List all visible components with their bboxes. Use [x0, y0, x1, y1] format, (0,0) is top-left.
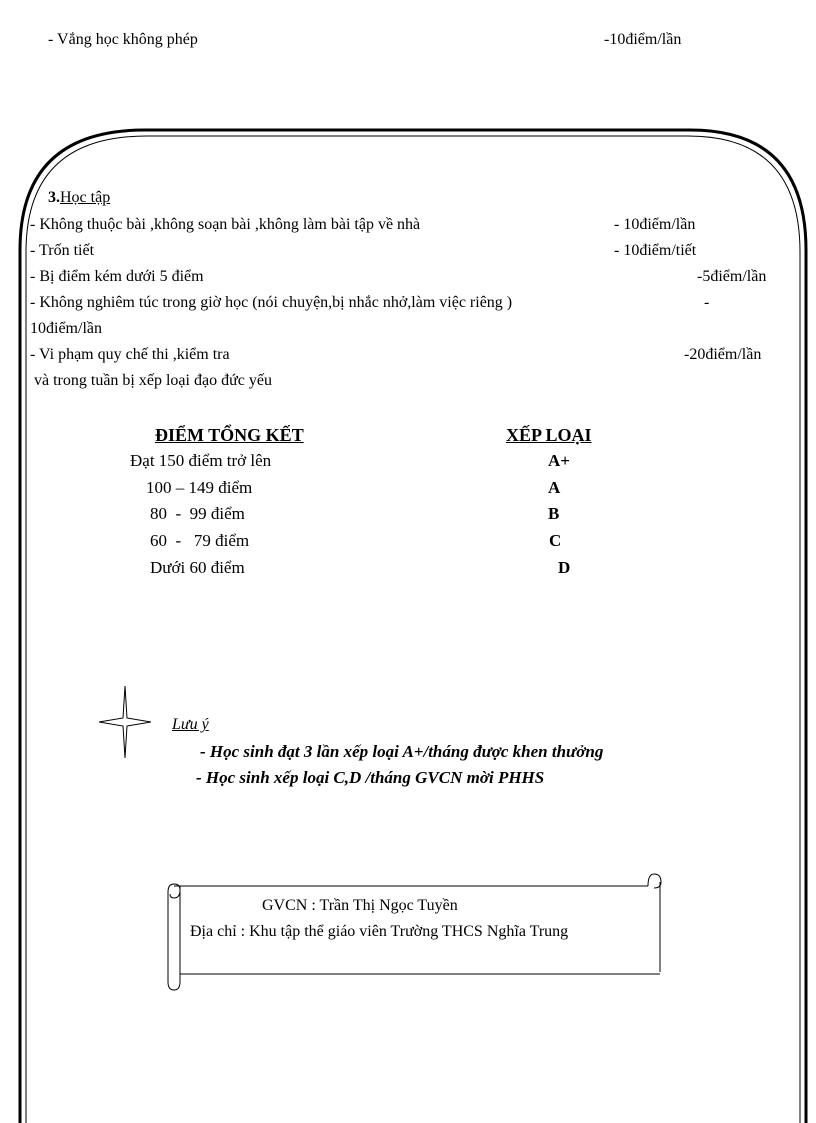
grading-row-score: 80 - 99 điểm [150, 504, 245, 523]
grading-row-grade: A [548, 478, 561, 497]
rule-text: 10điểm/lần [30, 320, 102, 337]
rule-text: - Trốn tiết [30, 242, 95, 259]
grading-row-score: 100 – 149 điểm [146, 478, 253, 497]
rule-points: - 10điểm/tiết [614, 242, 697, 259]
rule-points: - 10điểm/lần [614, 216, 696, 233]
grading-row-score: Đạt 150 điểm trở lên [130, 451, 272, 470]
rule-points: -5điểm/lần [697, 268, 767, 285]
rule-text: - Vi phạm quy chế thi ,kiểm tra [30, 346, 230, 363]
grading-row-grade: A+ [548, 451, 570, 470]
note-line: - Học sinh đạt 3 lần xếp loại A+/tháng được khen thưởng [200, 742, 604, 761]
section-heading [48, 189, 110, 207]
rule-text: và trong tuần bị xếp loại đạo đức yếu [34, 372, 272, 389]
grading-row-grade: B [548, 504, 560, 523]
note-line: - Học sinh xếp loại C,D /tháng GVCN mời PHHS [196, 768, 545, 787]
top-rule-points: -10điểm/lần [604, 31, 682, 48]
section-title: Học tập [60, 189, 111, 206]
rule-points: - [704, 294, 710, 311]
rule-points: -20điểm/lần [684, 346, 762, 363]
scroll-teacher: GVCN : Trần Thị Ngọc Tuyền [262, 897, 458, 914]
grading-row-score: Dưới 60 điểm [150, 558, 245, 577]
top-rule-text: - Vắng học không phép [48, 31, 198, 48]
grading-row-score: 60 - 79 điểm [150, 531, 250, 550]
rule-text: - Không thuộc bài ,không soạn bài ,không làm bài tập về nhà [30, 216, 421, 233]
rule-text: - Không nghiêm túc trong giờ học (nói chuyện,bị nhắc nhở,làm việc riêng ) [30, 294, 513, 311]
rule-text: - Bị điểm kém dưới 5 điểm [30, 268, 204, 285]
grading-row-grade: C [549, 531, 562, 550]
four-point-star-icon [99, 686, 151, 758]
section-number: 3. [48, 189, 60, 206]
grading-header-score: ĐIỂM TỔNG KẾT [155, 425, 304, 445]
grading-row-grade: D [558, 558, 571, 577]
scroll-address: Địa chỉ : Khu tập thể giáo viên Trường THCS Nghĩa Trung [190, 923, 569, 940]
grading-header-grade: XẾP LOẠI [506, 425, 592, 445]
note-title: Lưu ý [172, 716, 209, 733]
